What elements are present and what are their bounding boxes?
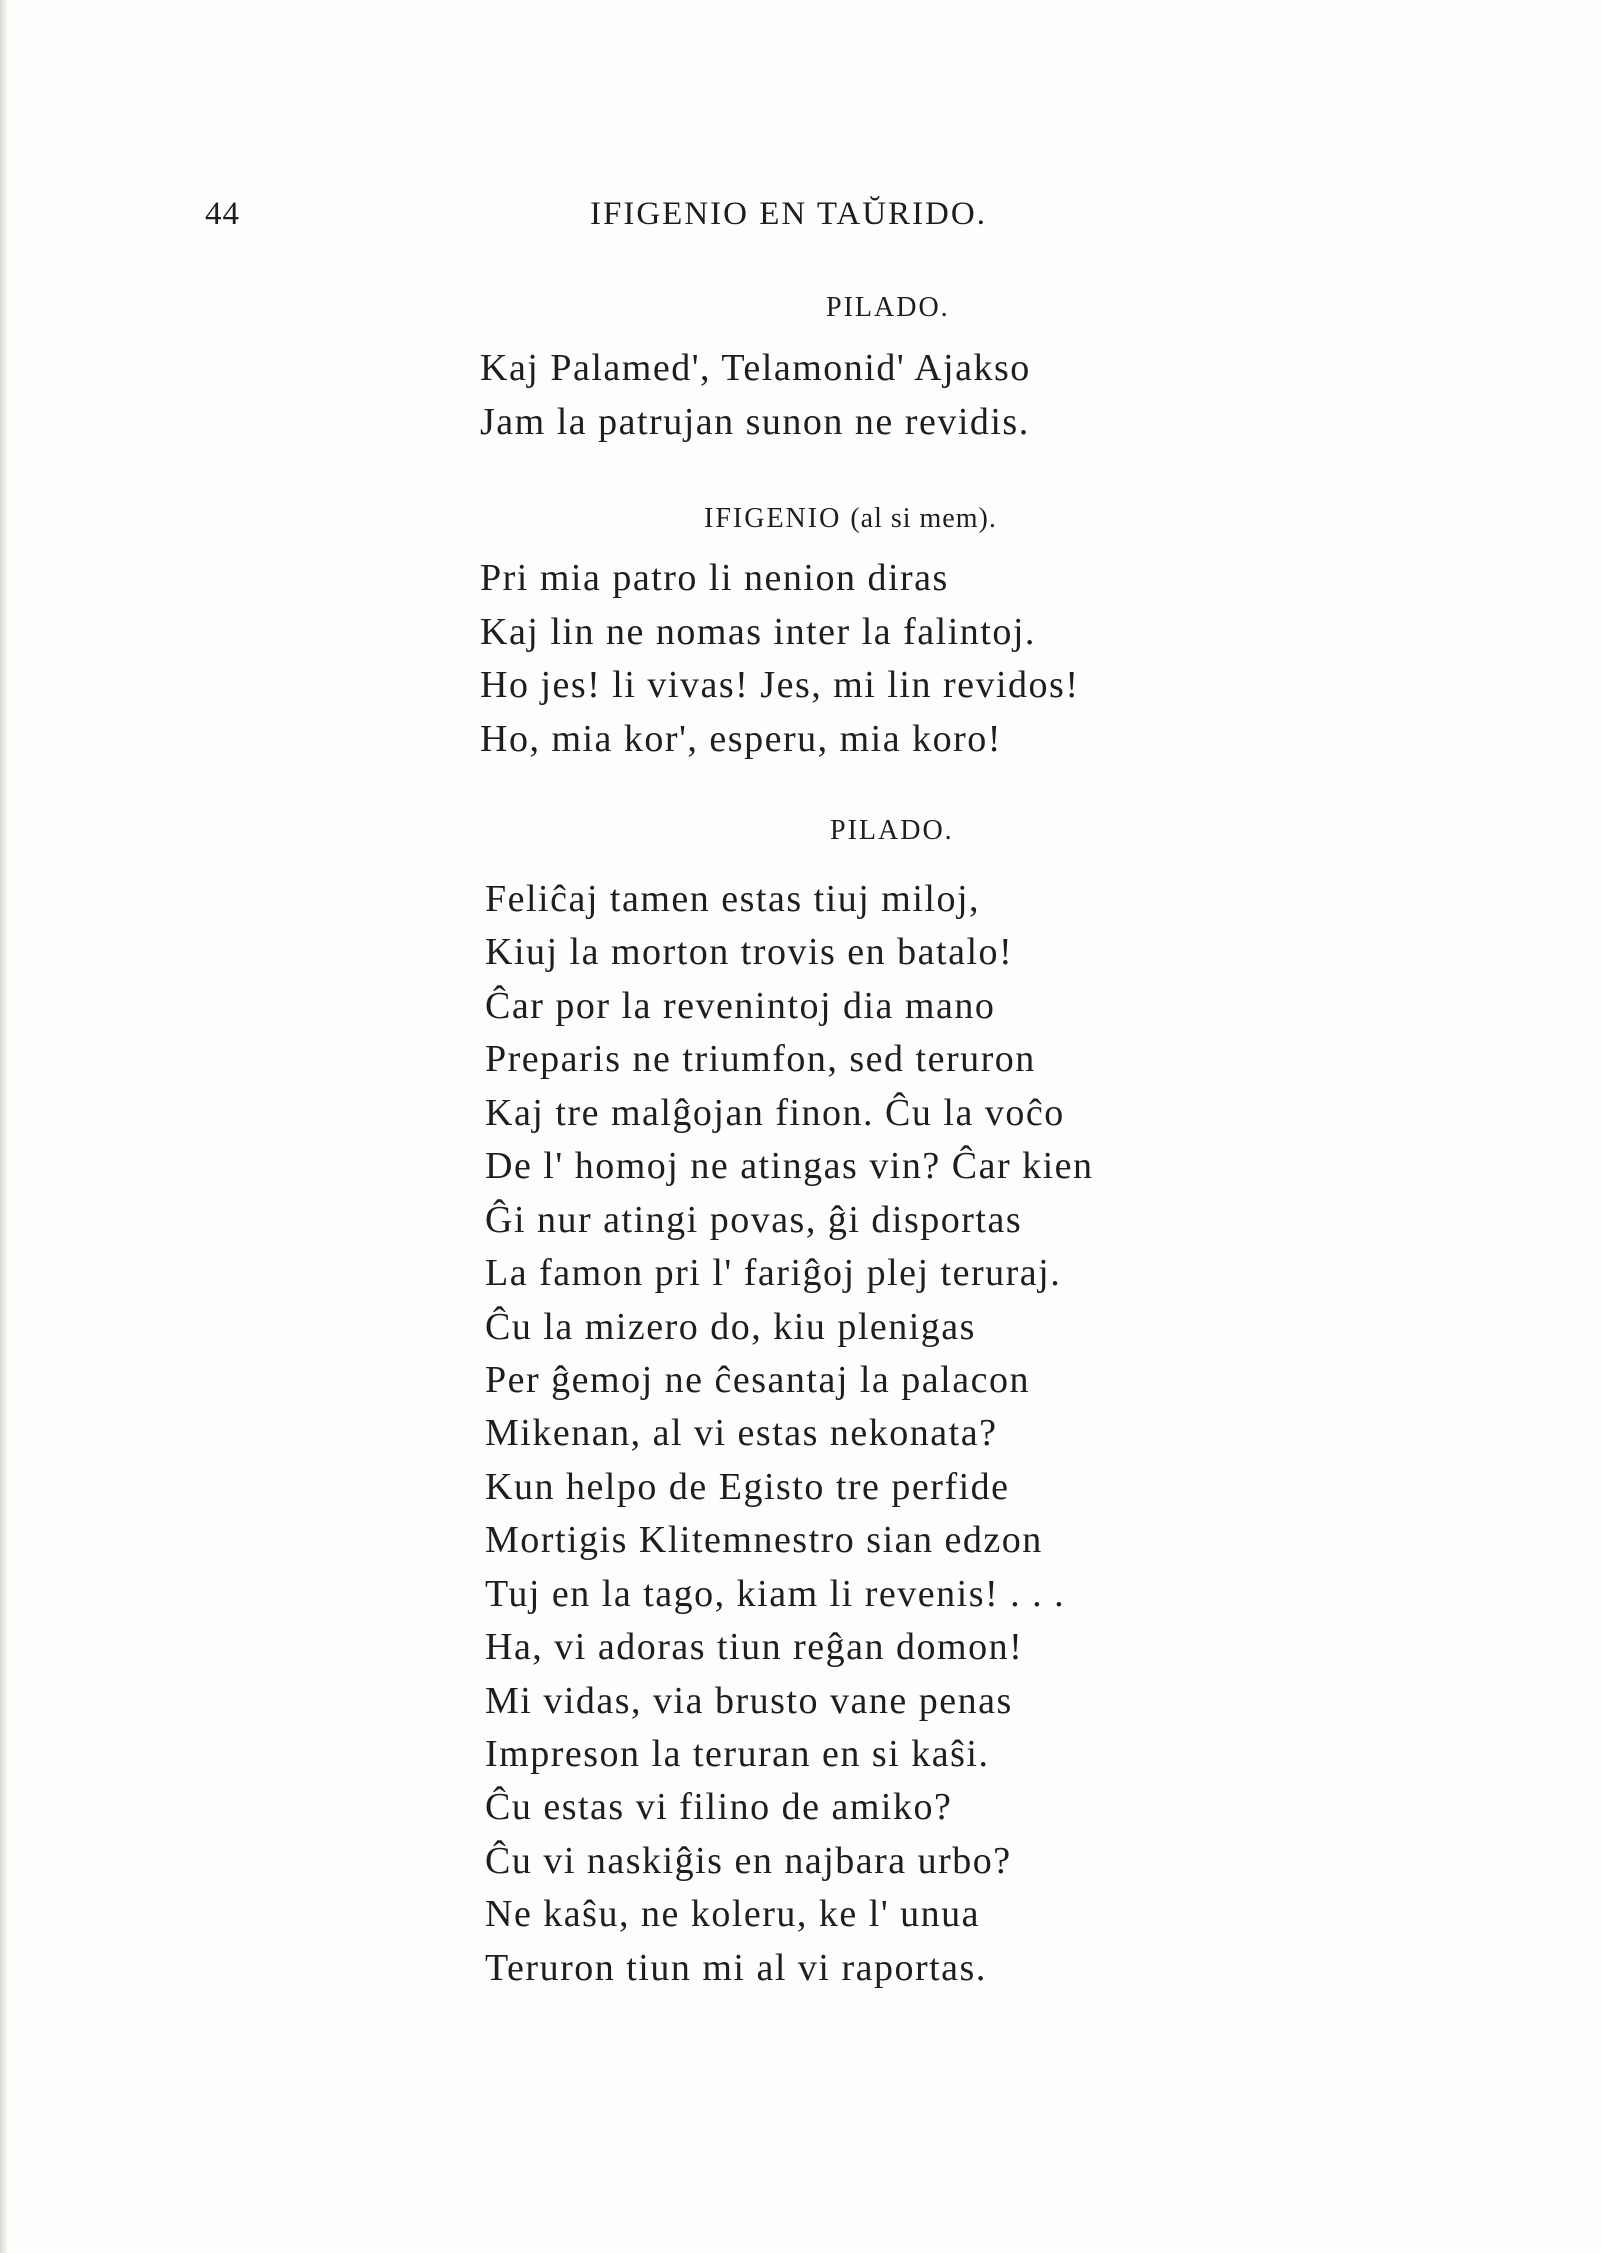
verse-line: Ho, mia kor', esperu, mia koro!	[480, 717, 1002, 760]
verse-line: Jam la patrujan sunon ne revidis.	[480, 400, 1030, 443]
verse-line: Ĉu la mizero do, kiu plenigas	[485, 1305, 976, 1348]
speaker-name: IFIGENIO	[704, 503, 842, 534]
verse-line: Pri mia patro li nenion diras	[480, 557, 949, 599]
verse-line: Impreson la teruran en si kaŝi.	[485, 1733, 990, 1775]
verse-block	[480, 552, 1079, 766]
verse-line: Kun helpo de Egisto tre perfide	[485, 1465, 1010, 1508]
speaker-name: PILADO.	[826, 292, 950, 323]
verse-line: Ho jes! li vivas! Jes, mi lin revidos!	[480, 664, 1080, 707]
stage-direction: (al si mem).	[850, 503, 997, 534]
verse-line: Ĉu estas vi filino de amiko?	[485, 1786, 953, 1829]
verse-line: Kaj lin ne nomas inter la falintoj.	[480, 610, 1036, 653]
verse-line: Ne kaŝu, ne koleru, ke l' unua	[485, 1893, 981, 1936]
verse-line: Mi vidas, via brusto vane penas	[485, 1679, 1013, 1722]
running-head: IFIGENIO EN TAŬRIDO.	[590, 196, 987, 232]
verse-line: Kiuj la morton trovis en batalo!	[485, 931, 1014, 974]
verse-line: Mortigis Klitemnestro sian edzon	[485, 1519, 1043, 1562]
verse-line: Teruron tiun mi al vi raportas.	[485, 1946, 987, 1989]
verse-line: La famon pri l' fariĝoj plej teruraj.	[485, 1252, 1062, 1295]
speaker-heading	[826, 292, 950, 324]
verse-line: Feliĉaj tamen estas tiuj miloj,	[485, 878, 981, 920]
verse-line: Ĉu vi naskiĝis en najbara urbo?	[485, 1839, 1012, 1882]
verse-line: Ĝi nur atingi povas, ĝi disportas	[485, 1198, 1023, 1241]
page-edge-shadow	[0, 0, 8, 2253]
verse-block	[480, 342, 1031, 449]
verse-line: De l' homoj ne atingas vin? Ĉar kien	[485, 1145, 1094, 1188]
speaker-heading	[830, 815, 954, 847]
page-number: 44	[205, 196, 240, 232]
verse-line: Ha, vi adoras tiun reĝan domon!	[485, 1626, 1024, 1669]
verse-line: Per ĝemoj ne ĉesantaj la palacon	[485, 1358, 1030, 1401]
verse-line: Kaj tre malĝojan finon. Ĉu la voĉo	[485, 1091, 1065, 1134]
verse-block	[485, 873, 1094, 1995]
verse-line: Mikenan, al vi estas nekonata?	[485, 1412, 998, 1455]
verse-line: Tuj en la tago, kiam li revenis! . . .	[485, 1572, 1066, 1615]
verse-line: Ĉar por la revenintoj dia mano	[485, 984, 996, 1027]
speaker-heading	[704, 503, 997, 535]
verse-line: Kaj Palamed', Telamonid' Ajakso	[480, 347, 1031, 389]
verse-line: Preparis ne triumfon, sed teruron	[485, 1038, 1036, 1081]
speaker-name: PILADO.	[830, 815, 954, 846]
